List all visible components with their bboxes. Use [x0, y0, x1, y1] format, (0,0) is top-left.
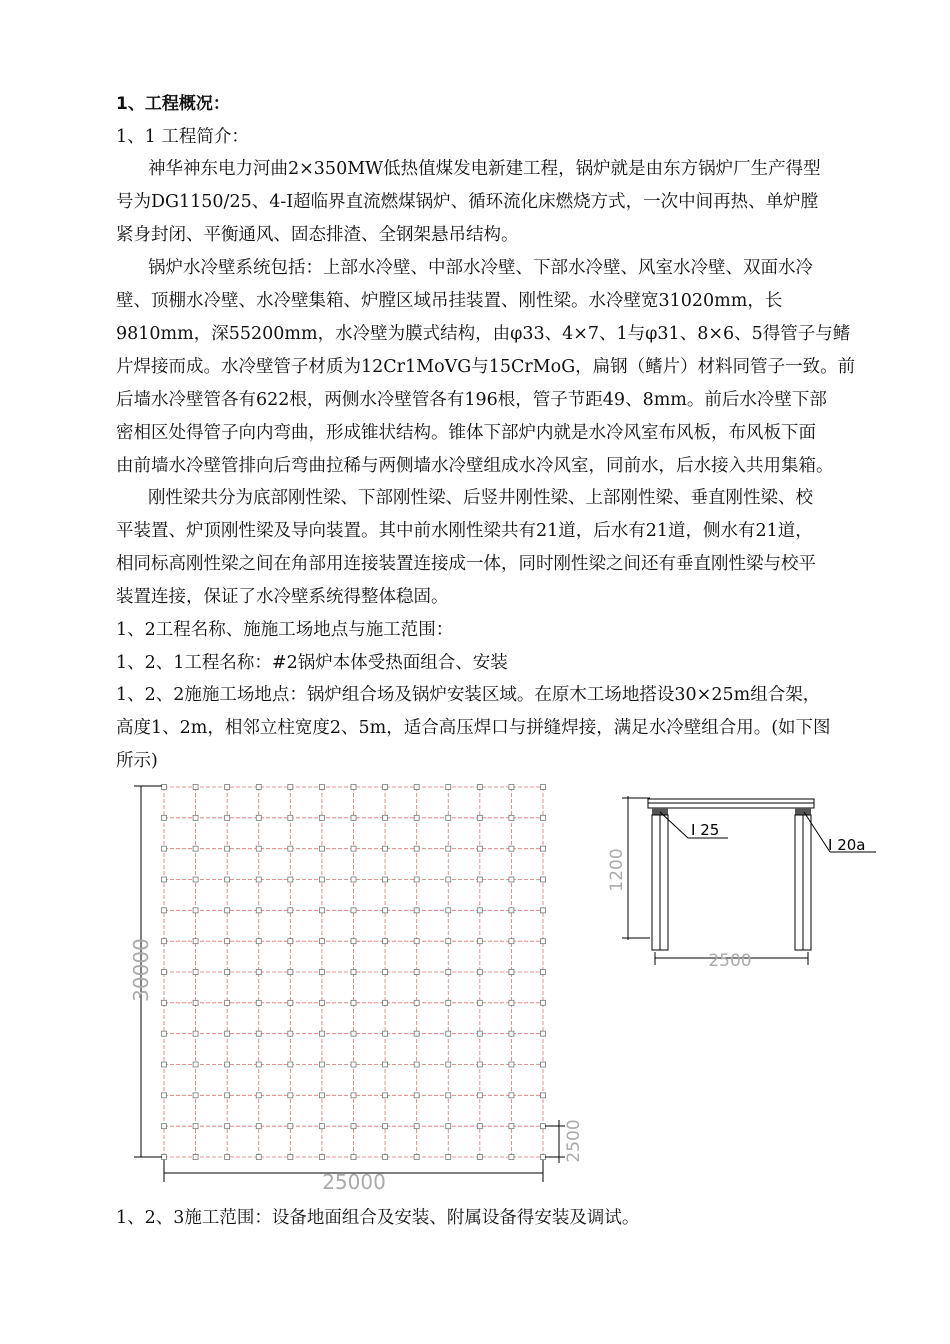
column-post [509, 1093, 514, 1098]
column-post [414, 1031, 419, 1036]
column-post [256, 877, 261, 882]
para3-line: 平装置、炉顶刚性梁及导向装置。其中前水刚性梁共有21道，后水有21道，侧水有21道， [116, 521, 813, 541]
column-post [319, 1031, 324, 1036]
para2-line: 后墙水冷壁管各有622根，两侧水冷壁管各有196根，管子节距49、8mm。前后水冷壁下部 [116, 390, 827, 410]
column-post [446, 846, 451, 851]
column-post [477, 846, 482, 851]
column-post [193, 1062, 198, 1067]
column-post [477, 1093, 482, 1098]
column-post [541, 1124, 546, 1129]
column-post [477, 908, 482, 913]
column-post [383, 785, 388, 790]
grid-spacing-label: 2500 [564, 1119, 584, 1163]
column-post [193, 1093, 198, 1098]
column-post [288, 908, 293, 913]
column-post [288, 785, 293, 790]
grid-dimension-lines [134, 786, 565, 1182]
column-post [383, 877, 388, 882]
column-label: I 20a [828, 836, 866, 854]
column-post [162, 846, 167, 851]
column-post [193, 1031, 198, 1036]
frame-width-label: 2500 [708, 951, 752, 971]
para2-line: 由前墙水冷壁管排向后弯曲拉稀与两侧墙水冷壁组成水冷风室，同前水，后水接入共用集箱。 [116, 456, 834, 476]
column-post [193, 970, 198, 975]
column-post [446, 908, 451, 913]
column-post [288, 1124, 293, 1129]
column-post [351, 1093, 356, 1098]
column-post [288, 1155, 293, 1160]
beam-label: I 25 [691, 821, 720, 839]
column-post [541, 785, 546, 790]
column-post [414, 877, 419, 882]
column-post [193, 1155, 198, 1160]
column-post [288, 970, 293, 975]
column-post [225, 877, 230, 882]
grid-width-label: 25000 [322, 1170, 386, 1194]
column-post [162, 970, 167, 975]
column-post [446, 1031, 451, 1036]
column-post [351, 1124, 356, 1129]
column-post [541, 846, 546, 851]
column-post [446, 1124, 451, 1129]
item-1-2-3: 1、2、3施工范围：设备地面组合及安装、附属设备得安装及调试。 [116, 1208, 640, 1228]
column-post [193, 785, 198, 790]
column-post [351, 815, 356, 820]
column-post [477, 815, 482, 820]
column-post [509, 1031, 514, 1036]
column-post [319, 1155, 324, 1160]
column-post [162, 785, 167, 790]
column-post [414, 1155, 419, 1160]
column-post [319, 1062, 324, 1067]
column-post [414, 1062, 419, 1067]
subsection-1-2: 1、2工程名称、施施工场地点与施工范围： [116, 620, 454, 640]
column-post [288, 815, 293, 820]
column-post [477, 1124, 482, 1129]
column-post [446, 1062, 451, 1067]
column-post [446, 1000, 451, 1005]
column-post [193, 877, 198, 882]
column-post [319, 939, 324, 944]
column-post [541, 908, 546, 913]
column-post [256, 1093, 261, 1098]
column-post [351, 939, 356, 944]
column-post [541, 1155, 546, 1160]
column-post [509, 1124, 514, 1129]
beam-plate-right [795, 808, 811, 815]
column-post [509, 846, 514, 851]
column-post [319, 1093, 324, 1098]
column-post [162, 815, 167, 820]
beam-plate-left [652, 808, 668, 815]
column-post [319, 970, 324, 975]
column-post [541, 1093, 546, 1098]
column-post [319, 877, 324, 882]
column-post [541, 1062, 546, 1067]
column-post [288, 846, 293, 851]
column-post [414, 1000, 419, 1005]
column-post [225, 1062, 230, 1067]
column-post [225, 846, 230, 851]
assembly-grid [162, 785, 546, 1160]
column-post [477, 970, 482, 975]
column-post [319, 1000, 324, 1005]
column-post [383, 1093, 388, 1098]
column-post [256, 846, 261, 851]
column-post [383, 1000, 388, 1005]
column-post [351, 785, 356, 790]
column-post [509, 785, 514, 790]
column-post [446, 815, 451, 820]
column-post [288, 1000, 293, 1005]
column-post [414, 1124, 419, 1129]
column-post [256, 939, 261, 944]
column-post [351, 1000, 356, 1005]
item-1-2-2-line: 所示) [116, 751, 158, 771]
column-post [256, 970, 261, 975]
column-post [162, 1124, 167, 1129]
column-post [509, 877, 514, 882]
column-post [541, 1031, 546, 1036]
column-post [477, 877, 482, 882]
column-post [193, 815, 198, 820]
column-post [477, 1031, 482, 1036]
column-post [351, 877, 356, 882]
column-post [256, 1062, 261, 1067]
column-post [225, 815, 230, 820]
column-post [414, 785, 419, 790]
column-post [225, 1000, 230, 1005]
column-post [446, 939, 451, 944]
column-post [162, 1093, 167, 1098]
column-post [162, 1000, 167, 1005]
column-post [541, 970, 546, 975]
column-post [351, 846, 356, 851]
item-1-2-1: 1、2、1工程名称：#2锅炉本体受热面组合、安装 [116, 653, 508, 673]
column-post [319, 1124, 324, 1129]
column-post [383, 970, 388, 975]
section-title: 1、工程概况： [116, 94, 230, 114]
column-post [446, 877, 451, 882]
column-post [288, 1093, 293, 1098]
column-post [383, 1124, 388, 1129]
column-post [225, 1124, 230, 1129]
para1-line: 神华神东电力河曲2×350MW低热值煤发电新建工程，锅炉就是由东方锅炉厂生产得型 [148, 159, 821, 179]
column-post [319, 846, 324, 851]
column-post [414, 970, 419, 975]
column-post [446, 1093, 451, 1098]
item-1-2-2-line: 高度1、2m，相邻立柱宽度2、5m，适合高压焊口与拼缝焊接，满足水冷壁组合用。(如下图 [116, 718, 831, 738]
column-post [414, 908, 419, 913]
para1-line: 紧身封闭、平衡通风、固态排渣、全钢架悬吊结构。 [116, 225, 519, 245]
column-post [193, 908, 198, 913]
column-post [351, 1062, 356, 1067]
para3-line: 相同标高刚性梁之间在角部用连接装置连接成一体，同时刚性梁之间还有垂直刚性梁与校平 [116, 554, 816, 574]
column-post [256, 1155, 261, 1160]
column-post [477, 1000, 482, 1005]
column-post [256, 908, 261, 913]
column-post [256, 815, 261, 820]
para2-line: 片焊接而成。水冷壁管子材质为12Cr1MoVG与15CrMoG，扁钢（鳍片）材料同管子一致。前 [116, 357, 856, 377]
column-post [477, 785, 482, 790]
column-post [509, 970, 514, 975]
column-post [225, 908, 230, 913]
column-post [446, 970, 451, 975]
column-post [162, 1155, 167, 1160]
column-post [351, 970, 356, 975]
column-post [225, 1155, 230, 1160]
column-post [162, 877, 167, 882]
column-post [541, 877, 546, 882]
column-post [162, 939, 167, 944]
column-post [256, 1124, 261, 1129]
assembly-frame-figure [0, 780, 950, 1200]
column-post [509, 1000, 514, 1005]
column-post [162, 908, 167, 913]
frame-height-label: 1200 [607, 848, 627, 892]
column-post [288, 1062, 293, 1067]
para3-line: 装置连接，保证了水冷壁系统得整体稳固。 [116, 587, 449, 607]
column-post [319, 785, 324, 790]
column-post [319, 815, 324, 820]
column-post [256, 785, 261, 790]
column-post [383, 1031, 388, 1036]
column-post [256, 1000, 261, 1005]
para2-line: 壁、顶棚水冷壁、水冷壁集箱、炉膛区域吊挂装置、刚性梁。水冷壁宽31020mm，长 [116, 291, 783, 311]
column-post [414, 1093, 419, 1098]
column-post [225, 970, 230, 975]
column-post [446, 785, 451, 790]
column-post [509, 1155, 514, 1160]
column-post [351, 908, 356, 913]
column-post [383, 1155, 388, 1160]
column-post [477, 939, 482, 944]
column-post [383, 908, 388, 913]
subsection-1-1: 1、1 工程简介： [116, 127, 249, 147]
column-post [477, 1155, 482, 1160]
column-post [193, 1124, 198, 1129]
para3-line: 刚性梁共分为底部刚性梁、下部刚性梁、后竖井刚性梁、上部刚性梁、垂直刚性梁、校 [148, 488, 813, 508]
column-post [288, 1031, 293, 1036]
column-post [193, 1000, 198, 1005]
column-post [225, 939, 230, 944]
column-post [288, 939, 293, 944]
column-post [193, 939, 198, 944]
column-post [477, 1062, 482, 1067]
column-post [319, 908, 324, 913]
para1-line: 号为DG1150/25、4-I超临界直流燃煤锅炉、循环流化床燃烧方式，一次中间再热、单炉膛 [116, 192, 819, 212]
column-post [256, 1031, 261, 1036]
column-post [383, 815, 388, 820]
column-post [288, 877, 293, 882]
column-post [414, 939, 419, 944]
column-post [162, 1031, 167, 1036]
column-post [509, 1062, 514, 1067]
column-post [225, 1031, 230, 1036]
column-post [509, 939, 514, 944]
column-post [541, 1000, 546, 1005]
grid-height-label: 30000 [129, 938, 153, 1002]
para2-line: 锅炉水冷壁系统包括：上部水冷壁、中部水冷壁、下部水冷壁、风室水冷壁、双面水冷 [148, 258, 813, 278]
column-post [225, 1093, 230, 1098]
item-1-2-2-line: 1、2、2施施工场地点：锅炉组合场及锅炉安装区域。在原木工场地搭设30×25m组合架， [116, 685, 821, 705]
column-post [225, 785, 230, 790]
column-post [351, 1031, 356, 1036]
frame-section [622, 796, 876, 965]
column-post [351, 1155, 356, 1160]
para2-line: 9810mm，深55200mm，水冷壁为膜式结构，由φ33、4×7、1与φ31、8×6、5得管子与鳍 [116, 324, 851, 344]
column-post [162, 1062, 167, 1067]
column-post [509, 908, 514, 913]
column-post [541, 815, 546, 820]
column-post [383, 939, 388, 944]
column-post [414, 815, 419, 820]
column-post [414, 846, 419, 851]
column-post [446, 1155, 451, 1160]
para2-line: 密相区处得管子向内弯曲，形成锥状结构。锥体下部炉内就是水冷风室布风板，布风板下面 [116, 423, 816, 443]
column-post [509, 815, 514, 820]
column-post [383, 1062, 388, 1067]
column-post [541, 939, 546, 944]
column-post [193, 846, 198, 851]
column-post [383, 846, 388, 851]
